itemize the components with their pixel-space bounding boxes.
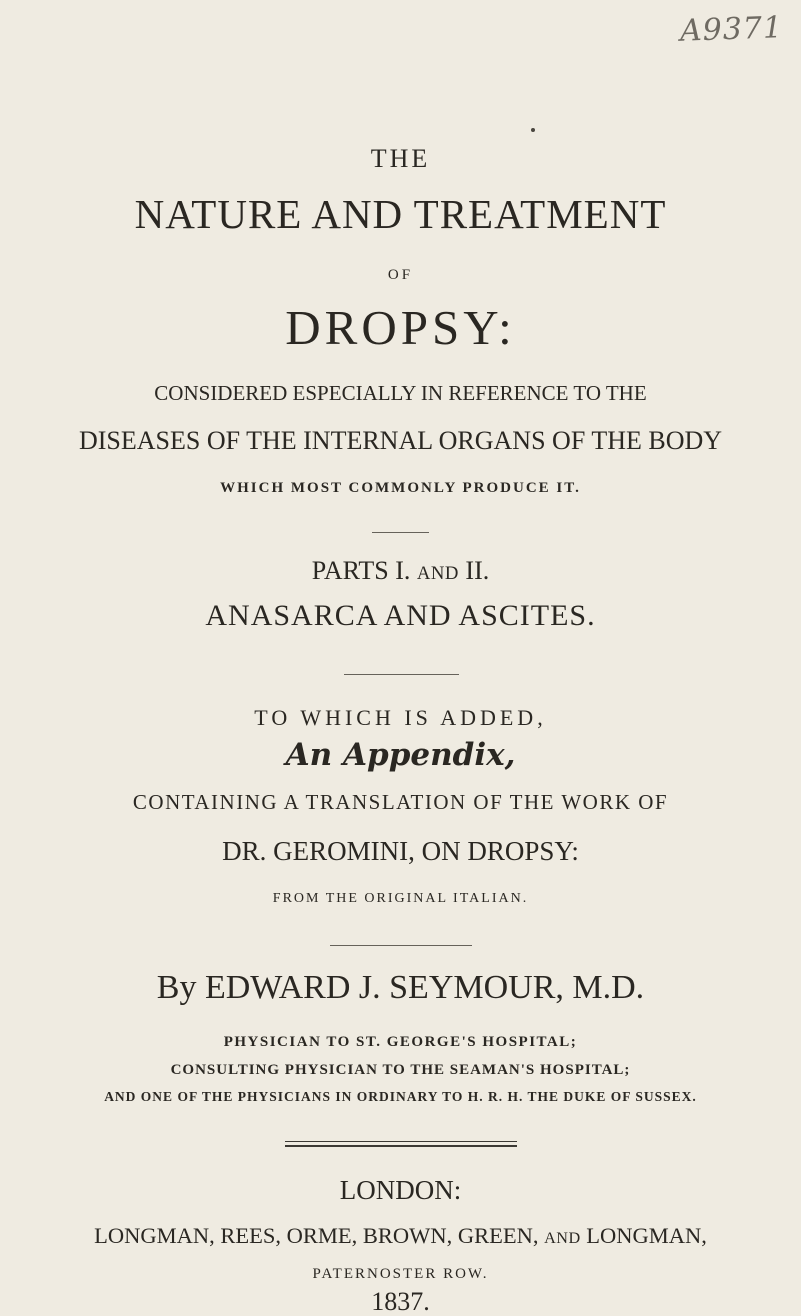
publisher-and: AND [544,1229,581,1247]
parts-line [0,558,801,584]
publisher-line [0,1225,801,1248]
rule-1 [372,532,429,533]
ink-speck [531,128,535,132]
handwritten-shelfmark: A9371 [679,10,784,49]
year-line: 1837. [371,1287,430,1316]
street-line: PATERNOSTER ROW. [312,1266,489,1282]
the-label: THE [370,144,431,173]
rule-3 [330,945,472,946]
parts-prefix: PARTS I. [311,556,411,585]
consulting-line: CONSULTING PHYSICIAN TO THE SEAMAN'S HOSPITAL; [170,1062,631,1078]
of-label: OF [387,267,414,283]
ordinary-line: AND ONE OF THE PHYSICIANS IN ORDINARY TO H. R. H. THE DUKE OF SUSSEX. [104,1089,697,1104]
an-appendix-line: An Appendix, [285,737,516,773]
publisher-suffix: LONGMAN, [586,1223,707,1248]
from-original-line: FROM THE ORIGINAL ITALIAN. [272,891,529,906]
parts-and: AND [416,563,459,584]
by-label: By [156,969,197,1006]
diseases-line: DISEASES OF THE INTERNAL ORGANS OF THE BODY [78,426,723,455]
anasarca-line: ANASARCA AND ASCITES. [205,599,596,632]
author-name: EDWARD J. SEYMOUR, M.D. [204,969,645,1006]
double-rule-top [285,1141,517,1142]
parts-suffix: II. [465,556,490,585]
rule-2 [344,674,459,675]
london-line: LONDON: [339,1175,462,1205]
which-line: WHICH MOST COMMONLY PRODUCE IT. [220,480,581,496]
to-which-line: TO WHICH IS ADDED, [254,705,547,730]
publisher-prefix: LONGMAN, REES, ORME, BROWN, GREEN, [94,1223,539,1248]
geromini-line: DR. GEROMINI, ON DROPSY: [222,836,579,866]
physician-line: PHYSICIAN TO ST. GEORGE'S HOSPITAL; [223,1034,578,1050]
author-line [0,971,801,1005]
main-title: NATURE AND TREATMENT [134,191,667,237]
considered-line: CONSIDERED ESPECIALLY IN REFERENCE TO THE [154,381,647,405]
double-rule-bottom [285,1145,517,1147]
subject-title: DROPSY: [285,300,516,355]
containing-line: CONTAINING A TRANSLATION OF THE WORK OF [132,790,669,814]
